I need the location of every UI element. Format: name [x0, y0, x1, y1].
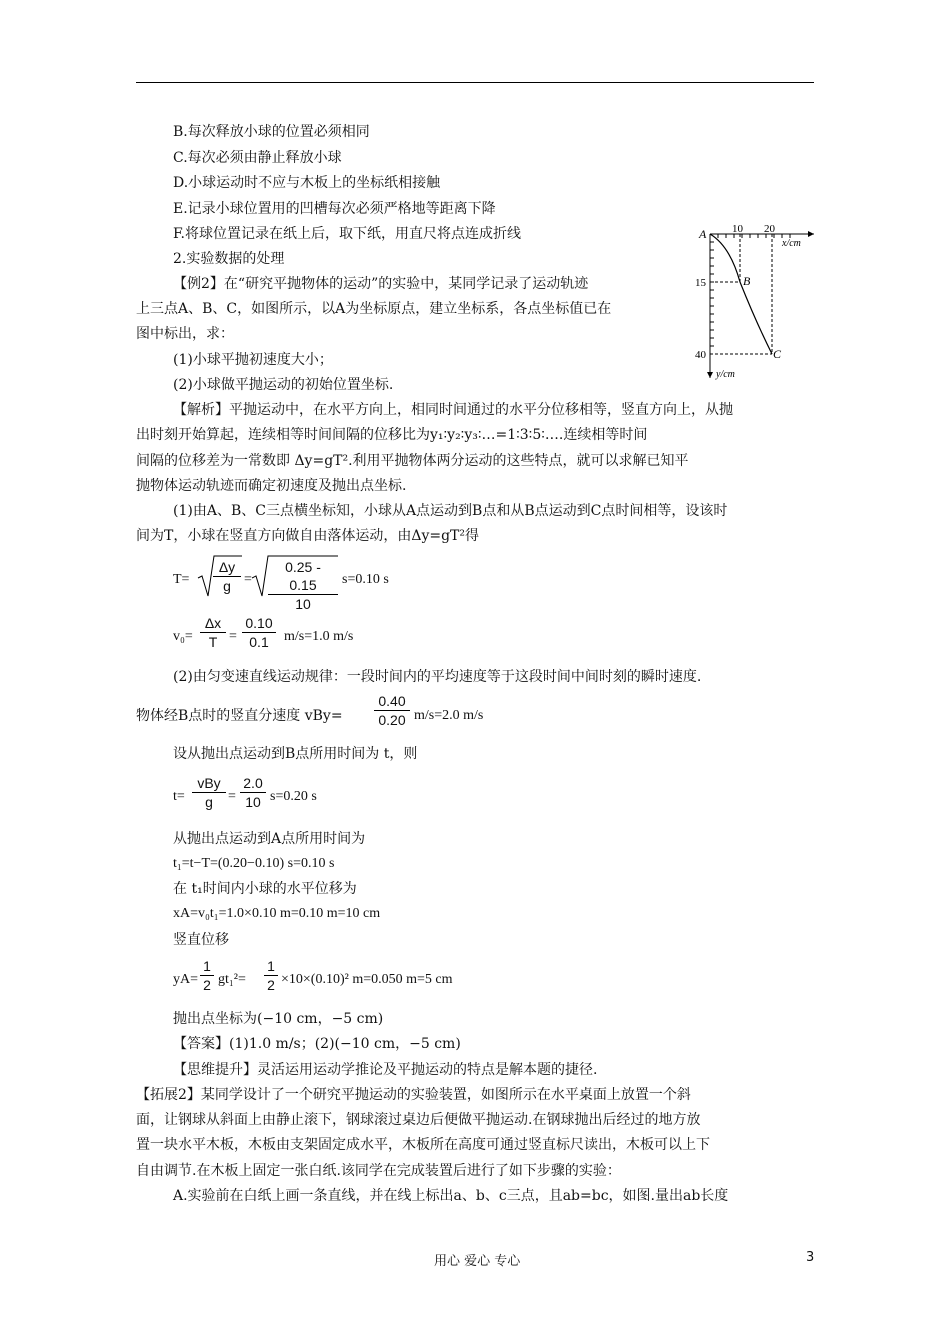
- point-b-label: B: [743, 274, 751, 288]
- eq-t-lhs: T=: [173, 572, 190, 587]
- part2-line-2: 物体经B点时的竖直分速度 vBy=: [136, 708, 343, 724]
- fraction-vby: $\frac{0.40}{0.20}$: [374, 692, 410, 729]
- y-axis-label: y/cm: [716, 369, 735, 380]
- eq-v0-result: m/s=1.0 m/s: [284, 629, 354, 644]
- fraction-dy-g: $\frac{\Delta y}{g}$: [213, 558, 241, 595]
- eq-ya-result: ×10×(0.10)² m=0.050 m=5 cm: [281, 972, 453, 987]
- analysis-line-4: 抛物体运动轨迹而确定初速度及抛出点坐标.: [136, 478, 407, 494]
- eq-tb-result: s=0.20 s: [270, 789, 317, 804]
- trajectory-curve: [710, 234, 772, 354]
- part2-line-9: 抛出点坐标为(−10 cm，−5 cm): [173, 1011, 384, 1027]
- question-2: (2)小球做平抛运动的初始位置坐标.: [173, 377, 394, 393]
- x-axis-label: x/cm: [782, 238, 801, 249]
- extension-line-2: 面，让钢球从斜面上由静止滚下，钢球滚过桌边后便做平抛运动.在钢球抛出后经过的地方放: [136, 1112, 701, 1128]
- footer-slogan: 用心 爱心 专心: [434, 1254, 521, 1269]
- part2-line-1: (2)由匀变速直线运动规律：一段时间内的平均速度等于这段时间中间时刻的瞬时速度.: [173, 669, 702, 685]
- analysis-line-2: 出时刻开始算起，连续相等时间间隔的位移比为y₁∶y₂∶y₃∶…=1∶3∶5∶….连续相等时间: [136, 427, 648, 443]
- point-c-label: C: [773, 347, 782, 361]
- option-e: E.记录小球位置用的凹槽每次必须严格地等距离下降: [173, 201, 496, 217]
- part2-line-3: 设从抛出点运动到B点所用时间为 t，则: [173, 746, 418, 762]
- analysis-line-3: 间隔的位移差为一常数即 Δy=gT².利用平抛物体两分运动的这些特点，就可以求解已知平: [136, 453, 689, 469]
- option-f: F.将球位置记录在纸上后，取下纸，用直尺将点连成折线: [173, 226, 521, 242]
- part2-line-5: t₁=t−T=(0.20−0.10) s=0.10 s: [173, 856, 335, 871]
- part1-line-2: 间为T，小球在竖直方向做自由落体运动，由Δy=gT²得: [136, 528, 479, 544]
- y-tick-40: 40: [695, 349, 706, 361]
- fraction-t-numeric: $\frac{2.0}{10}$: [240, 774, 266, 811]
- fraction-half: $\frac{1}{2}$: [264, 957, 278, 994]
- insight-line: 【思维提升】灵活运用运动学推论及平抛运动的特点是解本题的捷径.: [173, 1062, 598, 1078]
- equals-sign: =: [228, 789, 236, 804]
- example-line-3: 图中标出，求：: [136, 326, 234, 342]
- part2-line-7: xA=v₀t₁=1.0×0.10 m=0.10 m=10 cm: [173, 906, 381, 921]
- example-line-1: 【例2】在“研究平抛物体的运动”的实验中，某同学记录了运动轨迹: [173, 276, 589, 292]
- trajectory-figure: [690, 222, 820, 384]
- part2-line-8: 竖直位移: [173, 932, 229, 948]
- eq-tb-lhs: t=: [173, 789, 185, 804]
- option-d: D.小球运动时不应与木板上的坐标纸相接触: [173, 175, 441, 191]
- section-heading: 2.实验数据的处理: [173, 251, 285, 267]
- part2-line-6: 在 t₁时间内小球的水平位移为: [173, 881, 357, 897]
- equals-sign: =: [229, 629, 237, 644]
- part2-result: m/s=2.0 m/s: [414, 708, 484, 723]
- extension-line-1: 【拓展2】某同学设计了一个研究平抛运动的实验装置，如图所示在水平桌面上放置一个斜: [136, 1087, 691, 1103]
- equals-sign: =: [244, 572, 252, 587]
- answer-line: 【答案】(1)1.0 m/s；(2)(−10 cm，−5 cm): [173, 1036, 461, 1052]
- eq-ya-lhs: yA=: [173, 972, 199, 987]
- eq-ya-mid: gt₁²=: [218, 972, 246, 987]
- part1-line-1: (1)由A、B、C三点横坐标知，小球从A点运动到B点和从B点运动到C点时间相等，设该时: [173, 503, 728, 519]
- fraction-v-numeric: $\frac{0.10}{0.1}$: [242, 614, 276, 651]
- analysis-line-1: 【解析】平抛运动中，在水平方向上，相同时间通过的水平分位移相等，竖直方向上，从抛: [173, 402, 733, 418]
- x-tick-20: 20: [764, 223, 775, 235]
- x-tick-10: 10: [732, 223, 743, 235]
- point-a-label: A: [699, 227, 707, 241]
- extension-line-5: A.实验前在白纸上画一条直线，并在线上标出a、b、c三点，且ab=bc，如图.量出ab长度: [173, 1188, 729, 1204]
- part2-line-4: 从抛出点运动到A点所用时间为: [173, 831, 366, 847]
- option-b: B.每次释放小球的位置必须相同: [173, 124, 370, 140]
- question-1: (1)小球平抛初速度大小；: [173, 352, 333, 368]
- option-c: C.每次必须由静止释放小球: [173, 150, 342, 166]
- fraction-numeric-sqrt: $\frac{0.25 - 0.15}{10}$: [268, 558, 338, 613]
- extension-line-4: 自由调节.在木板上固定一张白纸.该同学在完成装置后进行了如下步骤的实验：: [136, 1163, 621, 1179]
- fraction-dx-t: $\frac{\Delta x}{T}$: [200, 614, 226, 651]
- eq-t-result: s=0.10 s: [342, 572, 389, 587]
- example-line-2: 上三点A、B、C，如图所示，以A为坐标原点，建立坐标系，各点坐标值已在: [136, 301, 612, 317]
- page-number: 3: [806, 1250, 815, 1265]
- header-rule: [136, 82, 814, 83]
- fraction-half: $\frac{1}{2}$: [200, 957, 214, 994]
- fraction-vby-g: vBy g: [192, 774, 226, 811]
- extension-line-3: 置一块水平木板，木板由支架固定成水平，木板所在高度可通过竖直标尺读出，木板可以上下: [136, 1137, 710, 1153]
- y-tick-15: 15: [695, 277, 706, 289]
- eq-v0-lhs: v₀=: [173, 629, 193, 644]
